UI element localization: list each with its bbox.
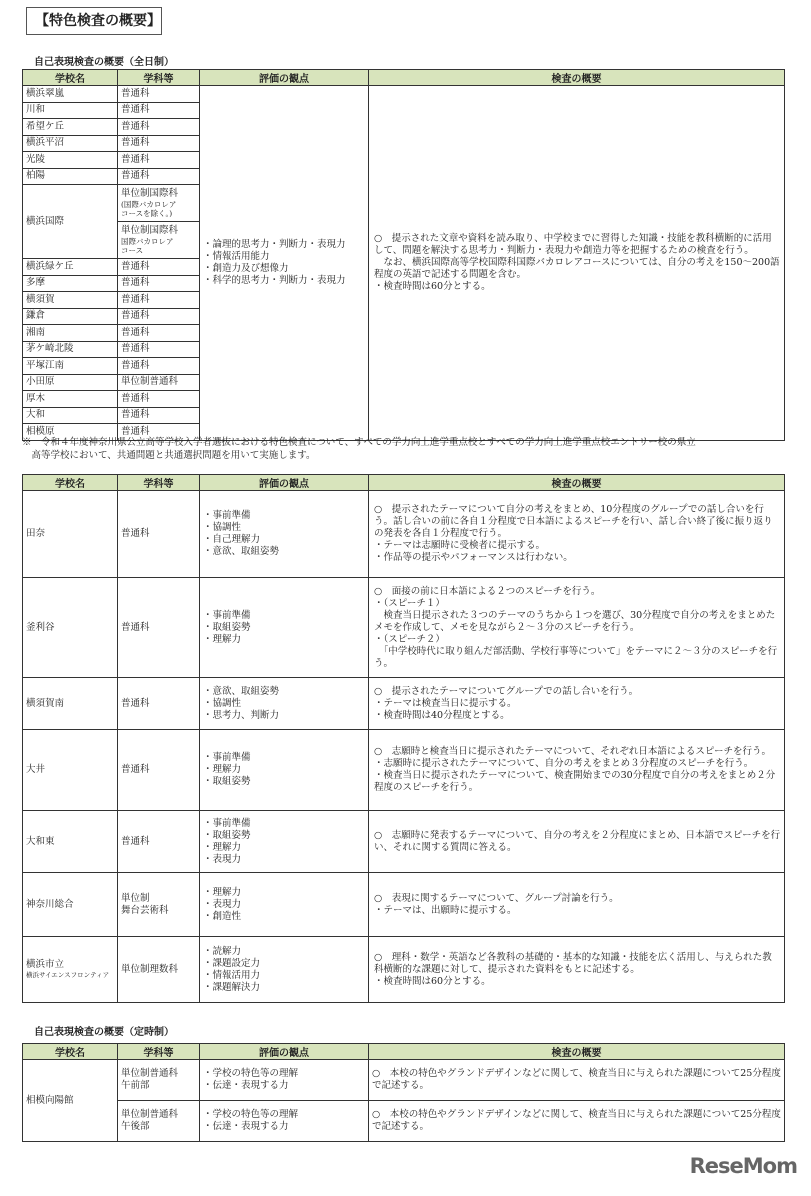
overview: ○ 志願時に発表するテーマについて、自分の考えを２分程度にまとめ、日本語でスピーチを行い、それに関する質問に答える。 [369, 811, 785, 873]
header-school: 学校名 [23, 1044, 118, 1060]
dept: 単位制普通科 午前部 [118, 1060, 200, 1101]
header-evaluation: 評価の観点 [200, 475, 369, 491]
evaluation: ・事前準備 ・取組姿勢 ・理解力 ・表現力 [200, 811, 369, 873]
footnote: ※ 令和４年度神奈川県公立高等学校入学者選抜における特色検査について、すべての学力向上進学重点校とすべての学力向上進学重点校エントリー校の県立 高等学校において、共通問題と共通選択問題を用いて実施します。 [22, 437, 696, 461]
table-row [23, 1101, 785, 1142]
evaluation: ・学校の特色等の理解 ・伝達・表現する力 [200, 1101, 369, 1142]
school-label: 横浜市立 [26, 959, 65, 970]
dept: 普通科 [118, 811, 200, 873]
dept: 普通科 [118, 102, 200, 119]
school-name: 横須賀 [23, 292, 118, 309]
dept: 普通科 [118, 358, 200, 375]
dept-label: 単位制国際科 [121, 188, 179, 199]
section-label-fulltime: 自己表現検査の概要（全日制） [34, 57, 174, 68]
header-overview: 検査の概要 [369, 1044, 785, 1060]
page-title: 【特色検査の概要】 [26, 7, 162, 35]
evaluation: ・事前準備 ・理解力 ・取組姿勢 [200, 730, 369, 811]
school-name [23, 811, 118, 873]
header-dept: 学科等 [118, 475, 200, 491]
header-evaluation: 評価の観点 [200, 1044, 369, 1060]
dept-label: 単位制国際科 [121, 225, 179, 236]
overview: ○ 理科・数学・英語など各教科の基礎的・基本的な知識・技能を広く活用し、与えられた教科横断的な課題に対して、提示された資料をもとに記述する。 ・検査時間は60分とする。 [369, 937, 785, 1003]
fulltime-table [22, 69, 785, 441]
dept: 普通科 [118, 391, 200, 408]
evaluation: ・読解力 ・課題設定力 ・情報活用力 ・課題解決力 [200, 937, 369, 1003]
overview: ○ 表現に関するテーマについて、グループ討論を行う。 ・テーマは、出願時に提示する。 [369, 873, 785, 937]
table-row [23, 491, 785, 578]
dept: 普通科 [118, 678, 200, 730]
table-row [23, 811, 785, 873]
evaluation: ・理解力 ・表現力 ・創造性 [200, 873, 369, 937]
school-label: 神奈川総合 [26, 898, 74, 910]
school-name [23, 678, 118, 730]
dept: 普通科 [118, 152, 200, 169]
school-name [23, 491, 118, 578]
dept: 普通科 [118, 275, 200, 292]
overview: ○ 志願時と検査当日に提示されたテーマについて、それぞれ日本語によるスピーチを行う。 ・志願時に提示されたテーマについて、自分の考えをまとめ３分程度のスピーチを行う。 ・検査当日に提示されたテーマについて、検査開始までの30分程度で自分の考えをまとめ２分程度のスピーチを行う。 [369, 730, 785, 811]
dept [118, 185, 200, 222]
overview: ○ 本校の特色やグランドデザインなどに関して、検査当日に与えられた課題について25分程度で記述する。 [369, 1060, 785, 1101]
overview: ○ 本校の特色やグランドデザインなどに関して、検査当日に与えられた課題について25分程度で記述する。 [369, 1101, 785, 1142]
school-name: 相模原 [23, 424, 118, 441]
dept: 普通科 [118, 135, 200, 152]
dept: 普通科 [118, 578, 200, 678]
school-name: 茅ケ崎北陵 [23, 341, 118, 358]
school-name: 柏陽 [23, 168, 118, 185]
school-name: 光陵 [23, 152, 118, 169]
school-name: 横浜平沼 [23, 135, 118, 152]
school-name [23, 578, 118, 678]
header-dept: 学科等 [118, 1044, 200, 1060]
dept: 普通科 [118, 259, 200, 276]
school-sub: 横浜サイエンスフロンティア [26, 971, 110, 979]
dept: 単位制 舞台芸術科 [118, 873, 200, 937]
parttime-table [22, 1043, 785, 1142]
overview: ○ 提示されたテーマについてグループでの話し合いを行う。 ・テーマは検査当日に提示する。 ・検査時間は40分程度とする。 [369, 678, 785, 730]
table-row [23, 1060, 785, 1101]
table-row [23, 678, 785, 730]
dept: 普通科 [118, 119, 200, 136]
school-name: 希望ケ丘 [23, 119, 118, 136]
table-row [23, 730, 785, 811]
table-row [23, 937, 785, 1003]
dept: 普通科 [118, 341, 200, 358]
dept: 単位制普通科 [118, 374, 200, 391]
header-overview: 検査の概要 [369, 70, 785, 86]
dept: 普通科 [118, 86, 200, 103]
school-name: 横浜緑ケ丘 [23, 259, 118, 276]
dept: 普通科 [118, 308, 200, 325]
dept [118, 222, 200, 259]
table-row [23, 578, 785, 678]
overview: ○ 提示されたテーマについて自分の考えをまとめ、10分程度のグループでの話し合いを行う。話し合いの前に各自１分程度で日本語によるスピーチを行い、話し合い終了後に振り返りの発表を各自１分程度で行う。 ・テーマは志願時に受検者に提示する。 ・作品等の提示やパフォーマンスは行わない。 [369, 491, 785, 578]
evaluation: ・事前準備 ・協調性 ・自己理解力 ・意欲、取組姿勢 [200, 491, 369, 578]
school-name: 平塚江南 [23, 358, 118, 375]
school-label: 大和東 [26, 835, 55, 847]
dept: 単位制理数科 [118, 937, 200, 1003]
dept: 普通科 [118, 407, 200, 424]
evaluation: ・事前準備 ・取組姿勢 ・理解力 [200, 578, 369, 678]
school-name: 相模向陽館 [23, 1060, 118, 1142]
dept-note: 国際バカロレア コース [121, 237, 174, 255]
table-row [23, 873, 785, 937]
school-label: 田奈 [26, 528, 46, 539]
school-name: 小田原 [23, 374, 118, 391]
evaluation: ・意欲、取組姿勢 ・協調性 ・思考力、判断力 [200, 678, 369, 730]
school-name: 横浜国際 [23, 185, 118, 259]
special-table [22, 474, 785, 1003]
school-label: 釜利谷 [26, 621, 55, 633]
dept: 普通科 [118, 292, 200, 309]
school-label: 大井 [26, 764, 46, 775]
evaluation: ・学校の特色等の理解 ・伝達・表現する力 [200, 1060, 369, 1101]
section-label-parttime: 自己表現検査の概要（定時制） [34, 1027, 174, 1038]
school-name [23, 730, 118, 811]
header-overview: 検査の概要 [369, 475, 785, 491]
school-name: 横浜翠嵐 [23, 86, 118, 103]
evaluation: ・論理的思考力・判断力・表現力 ・情報活用能力 ・創造力及び想像力 ・科学的思考力・判断力・表現力 [200, 86, 369, 441]
dept: 普通科 [118, 168, 200, 185]
dept: 普通科 [118, 491, 200, 578]
header-school: 学校名 [23, 70, 118, 86]
school-label: 横須賀南 [26, 697, 65, 709]
school-name: 川和 [23, 102, 118, 119]
dept: 単位制普通科 午後部 [118, 1101, 200, 1142]
table-row [23, 86, 785, 103]
school-name: 鎌倉 [23, 308, 118, 325]
header-evaluation: 評価の観点 [200, 70, 369, 86]
overview: ○ 面接の前に日本語による２つのスピーチを行う。 ・（スピーチ１） 検査当日提示された３つのテーマのうちから１つを選び、30分程度で自分の考えをまとめたメモを作成して、メモを見ながら２〜３分のスピーチを行う。 ・（スピーチ２） 「中学校時代に取り組んだ部活動、学校行事等について」をテーマに２〜３分のスピーチを行う。 [369, 578, 785, 678]
overview: ○ 提示された文章や資料を読み取り、中学校までに習得した知識・技能を教科横断的に活用して、問題を解決する思考力・判断力・表現力や創造力等を把握するための検査を行う。 なお、横浜国際高等学校国際科国際バカロレアコースについては、自分の考えを150〜200語程度の英語で記述する問題を含む。 ・検査時間は60分とする。 [369, 86, 785, 441]
school-name [23, 937, 118, 1003]
dept: 普通科 [118, 325, 200, 342]
dept-note: (国際バカロレア コースを除く。) [121, 200, 177, 218]
school-name: 湘南 [23, 325, 118, 342]
school-name [23, 873, 118, 937]
school-name: 大和 [23, 407, 118, 424]
school-name: 多摩 [23, 275, 118, 292]
resemom-logo: ReseMom [689, 1154, 797, 1178]
dept: 普通科 [118, 424, 200, 441]
header-dept: 学科等 [118, 70, 200, 86]
header-school: 学校名 [23, 475, 118, 491]
dept: 普通科 [118, 730, 200, 811]
school-name: 厚木 [23, 391, 118, 408]
